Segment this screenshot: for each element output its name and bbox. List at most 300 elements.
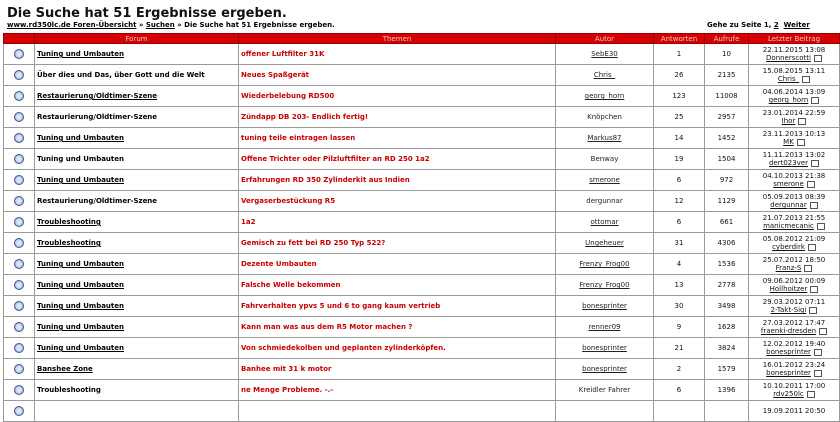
- views-cell: 1536: [705, 254, 749, 275]
- forum-link[interactable]: Tuning und Umbauten: [37, 302, 124, 310]
- topic-cell: [239, 233, 556, 254]
- topic-link[interactable]: Gemisch zu fett bei RD 250 Typ 522?: [241, 239, 386, 247]
- last-post-author-line: [751, 222, 837, 230]
- topic-link[interactable]: Von schmiedekolben und geplanten zylinderköpfen.: [241, 344, 446, 352]
- view-latest-post-icon[interactable]: [809, 307, 817, 314]
- replies-cell: 4: [654, 254, 705, 275]
- replies-cell: 6: [654, 212, 705, 233]
- last-post-author-link[interactable]: Donnerscotti: [766, 54, 811, 62]
- views-cell: 11008: [705, 86, 749, 107]
- table-row: [4, 338, 840, 359]
- forum-cell: [35, 317, 239, 338]
- view-latest-post-icon[interactable]: [797, 139, 805, 146]
- forum-cell: [35, 275, 239, 296]
- icon-column-header: [4, 34, 35, 44]
- author-link[interactable]: bonesprinter: [582, 365, 627, 373]
- last-post-date: 09.06.2012 00:09: [762, 277, 826, 285]
- last-post-author-line: [751, 54, 837, 62]
- pagination: [707, 21, 810, 29]
- topic-status-icon: [14, 322, 24, 332]
- breadcrumb: [7, 21, 335, 29]
- table-row: [4, 317, 840, 338]
- table-row: [4, 359, 840, 380]
- replies-cell: 1: [654, 44, 705, 65]
- author-cell: [556, 233, 654, 254]
- last-post-author-link[interactable]: fraenki-dresden: [760, 327, 817, 335]
- topic-cell: [239, 128, 556, 149]
- column-header-topics[interactable]: Themen: [239, 34, 556, 44]
- author-cell: [556, 380, 654, 401]
- author-link[interactable]: bonesprinter: [582, 302, 627, 310]
- forum-cell: [35, 44, 239, 65]
- replies-cell: 6: [654, 170, 705, 191]
- pagination-label: Gehe zu Seite: [707, 21, 764, 29]
- last-post-author-line: [751, 96, 837, 104]
- view-latest-post-icon[interactable]: [814, 55, 822, 62]
- topic-cell: [239, 149, 556, 170]
- forum-link[interactable]: Banshee Zone: [37, 365, 93, 373]
- view-latest-post-icon[interactable]: [819, 328, 827, 335]
- last-post-author-link[interactable]: smerone: [773, 180, 804, 188]
- topic-cell: [239, 254, 556, 275]
- view-latest-post-icon[interactable]: [811, 97, 819, 104]
- forum-cell: [35, 296, 239, 317]
- views-cell: 1129: [705, 191, 749, 212]
- views-cell: 1396: [705, 380, 749, 401]
- topic-cell: [239, 380, 556, 401]
- views-cell: 2957: [705, 107, 749, 128]
- forum-link[interactable]: Tuning und Umbauten: [37, 50, 124, 58]
- topic-status-icon: [14, 406, 24, 416]
- column-header-author[interactable]: Autor: [556, 34, 654, 44]
- forum-cell: [35, 128, 239, 149]
- table-row: [4, 275, 840, 296]
- table-row: [4, 128, 840, 149]
- last-post-author-link[interactable]: Chris_: [777, 75, 800, 83]
- replies-cell: 12: [654, 191, 705, 212]
- last-post-cell: [749, 44, 840, 65]
- column-header-forum[interactable]: Forum: [35, 34, 239, 44]
- topic-status-icon: [14, 280, 24, 290]
- forum-cell: [35, 86, 239, 107]
- topic-cell: [239, 65, 556, 86]
- pagination-page-2-link[interactable]: 2: [773, 21, 779, 29]
- last-post-cell: [749, 128, 840, 149]
- replies-cell: 19: [654, 149, 705, 170]
- table-row: [4, 65, 840, 86]
- views-cell: 972: [705, 170, 749, 191]
- replies-cell: 2: [654, 359, 705, 380]
- last-post-date: 25.07.2012 18:50: [762, 256, 826, 264]
- last-post-date: 04.06.2014 13:09: [762, 88, 826, 96]
- topic-cell: [239, 212, 556, 233]
- column-header-replies[interactable]: Antworten: [654, 34, 705, 44]
- view-latest-post-icon[interactable]: [814, 349, 822, 356]
- last-post-author-line: [751, 159, 837, 167]
- view-latest-post-icon[interactable]: [804, 265, 812, 272]
- author-link[interactable]: georg_horn: [584, 92, 625, 100]
- view-latest-post-icon[interactable]: [811, 160, 819, 167]
- last-post-author-link[interactable]: dergunnar: [770, 201, 807, 209]
- topic-status-icon: [14, 175, 24, 185]
- topic-icon-cell: [4, 44, 35, 65]
- topic-cell: [239, 170, 556, 191]
- last-post-author-line: [751, 201, 837, 209]
- topic-link[interactable]: Zündapp DB 203- Endlich fertig!: [241, 113, 369, 121]
- last-post-author-link[interactable]: Franz-S: [775, 264, 802, 272]
- last-post-date: 21.07.2013 21:55: [762, 214, 826, 222]
- breadcrumb-search-link[interactable]: Suchen: [145, 21, 175, 29]
- author-link[interactable]: ottomar: [590, 218, 619, 226]
- topic-status-icon: [14, 196, 24, 206]
- table-row: [4, 401, 840, 422]
- breadcrumb-separator: »: [174, 21, 185, 29]
- last-post-author-line: [751, 348, 837, 356]
- replies-cell: 21: [654, 338, 705, 359]
- forum-name: Über dies und Das, über Gott und die Welt: [37, 71, 205, 79]
- table-row: [4, 107, 840, 128]
- last-post-author-line: [751, 264, 837, 272]
- topic-status-icon: [14, 259, 24, 269]
- author-cell: [556, 401, 654, 422]
- forum-cell: [35, 338, 239, 359]
- author-name: dergunnar: [586, 197, 623, 205]
- topic-icon-cell: [4, 65, 35, 86]
- author-link[interactable]: Chris_: [593, 71, 616, 79]
- last-post-author-link[interactable]: dert023ver: [768, 159, 809, 167]
- replies-cell: 31: [654, 233, 705, 254]
- views-cell: [705, 401, 749, 422]
- topic-status-icon: [14, 385, 24, 395]
- views-cell: 3824: [705, 338, 749, 359]
- last-post-author-link[interactable]: cyberdirk: [772, 243, 805, 251]
- author-cell: [556, 149, 654, 170]
- table-row: [4, 86, 840, 107]
- table-row: [4, 380, 840, 401]
- topic-status-icon: [14, 133, 24, 143]
- author-name: Kreidler Fahrer: [578, 386, 631, 394]
- topic-icon-cell: [4, 191, 35, 212]
- last-post-date: 10.10.2011 17:00: [762, 382, 826, 390]
- topic-link[interactable]: Erfahrungen RD 350 Zylinderkit aus Indien: [241, 176, 410, 184]
- last-post-author-line: [751, 390, 837, 398]
- author-link[interactable]: Markus87: [587, 134, 622, 142]
- last-post-author-line: [751, 327, 837, 335]
- author-cell: [556, 254, 654, 275]
- table-row: [4, 212, 840, 233]
- author-link[interactable]: bonesprinter: [582, 344, 627, 352]
- last-post-author-line: [751, 138, 837, 146]
- topic-link[interactable]: tuning teile eintragen lassen: [241, 134, 356, 142]
- last-post-author-link[interactable]: rdv250lc: [773, 390, 804, 398]
- topic-cell: [239, 275, 556, 296]
- table-header-row: [4, 34, 840, 44]
- table-row: [4, 296, 840, 317]
- replies-cell: 6: [654, 380, 705, 401]
- topic-status-icon: [14, 49, 24, 59]
- author-cell: [556, 317, 654, 338]
- pagination-separator: ,: [768, 21, 774, 29]
- author-cell: [556, 44, 654, 65]
- topic-status-icon: [14, 91, 24, 101]
- topic-icon-cell: [4, 170, 35, 191]
- last-post-cell: [749, 380, 840, 401]
- views-cell: 4306: [705, 233, 749, 254]
- forum-name: Restaurierung/Oldtimer-Szene: [37, 113, 158, 121]
- topic-link[interactable]: Wiederbelebung RD500: [241, 92, 335, 100]
- last-post-author-link[interactable]: georg_horn: [768, 96, 809, 104]
- last-post-author-line: [751, 369, 837, 377]
- last-post-date: 22.11.2015 13:08: [762, 46, 826, 54]
- forum-link[interactable]: Restaurierung/Oldtimer-Szene: [37, 92, 158, 100]
- forum-cell: [35, 149, 239, 170]
- topic-link[interactable]: ne Menge Probleme. -.-: [241, 386, 334, 394]
- topic-icon-cell: [4, 317, 35, 338]
- views-cell: 1628: [705, 317, 749, 338]
- table-row: [4, 191, 840, 212]
- view-latest-post-icon[interactable]: [807, 391, 815, 398]
- table-row: [4, 149, 840, 170]
- column-header-views[interactable]: Aufrufe: [705, 34, 749, 44]
- topic-status-icon: [14, 364, 24, 374]
- page-title: Die Suche hat 51 Ergebnisse ergeben.: [7, 6, 287, 21]
- views-cell: 3498: [705, 296, 749, 317]
- forum-name: Troubleshooting: [37, 386, 101, 394]
- topic-link[interactable]: Kann man was aus dem R5 Motor machen ?: [241, 323, 413, 331]
- last-post-date: 04.10.2013 21:38: [762, 172, 826, 180]
- last-post-author-line: [751, 117, 837, 125]
- topic-cell: [239, 359, 556, 380]
- forum-name: Tuning und Umbauten: [37, 155, 124, 163]
- view-latest-post-icon[interactable]: [810, 286, 818, 293]
- replies-cell: 14: [654, 128, 705, 149]
- table-row: [4, 44, 840, 65]
- topic-status-icon: [14, 301, 24, 311]
- last-post-author-link[interactable]: Ihor: [781, 117, 796, 125]
- last-post-date: 29.03.2012 07:11: [762, 298, 826, 306]
- topic-icon-cell: [4, 107, 35, 128]
- view-latest-post-icon[interactable]: [808, 244, 816, 251]
- topic-cell: [239, 338, 556, 359]
- forum-link[interactable]: Troubleshooting: [37, 239, 101, 247]
- topic-icon-cell: [4, 233, 35, 254]
- last-post-date: 19.09.2011 20:50: [762, 407, 826, 415]
- topic-status-icon: [14, 70, 24, 80]
- topic-status-icon: [14, 217, 24, 227]
- author-link[interactable]: Ungeheuer: [585, 239, 624, 247]
- view-latest-post-icon[interactable]: [814, 370, 822, 377]
- last-post-date: 05.09.2013 08:39: [762, 193, 826, 201]
- topic-icon-cell: [4, 359, 35, 380]
- forum-link[interactable]: Tuning und Umbauten: [37, 323, 124, 331]
- last-post-date: 23.11.2013 10:13: [762, 130, 826, 138]
- author-cell: [556, 86, 654, 107]
- last-post-author-line: [751, 180, 837, 188]
- forum-link[interactable]: Tuning und Umbauten: [37, 344, 124, 352]
- last-post-author-line: [751, 285, 837, 293]
- author-link[interactable]: smerone: [589, 176, 620, 184]
- topic-link[interactable]: Neues Spaßgerät: [241, 71, 310, 79]
- last-post-cell: [749, 65, 840, 86]
- forum-link[interactable]: Tuning und Umbauten: [37, 176, 124, 184]
- last-post-cell: [749, 338, 840, 359]
- last-post-date: 27.03.2012 17:47: [762, 319, 826, 327]
- topic-status-icon: [14, 154, 24, 164]
- last-post-date: 16.01.2012 23:24: [762, 361, 826, 369]
- forum-cell: [35, 233, 239, 254]
- replies-cell: 30: [654, 296, 705, 317]
- forum-cell: [35, 254, 239, 275]
- table-row: [4, 254, 840, 275]
- column-header-last-post[interactable]: Letzter Beitrag: [749, 34, 840, 44]
- view-latest-post-icon[interactable]: [802, 76, 810, 83]
- author-link[interactable]: Frenzy_Frog00: [579, 260, 630, 268]
- last-post-date: 12.02.2012 19:40: [762, 340, 826, 348]
- topic-link[interactable]: Banhee mit 31 k motor: [241, 365, 332, 373]
- topic-link[interactable]: Dezente Umbauten: [241, 260, 317, 268]
- pagination-next-link[interactable]: Weiter: [783, 21, 810, 29]
- views-cell: 10: [705, 44, 749, 65]
- topic-icon-cell: [4, 338, 35, 359]
- author-name: Benway: [590, 155, 619, 163]
- forum-cell: [35, 191, 239, 212]
- last-post-cell: [749, 233, 840, 254]
- views-cell: 1504: [705, 149, 749, 170]
- replies-cell: 25: [654, 107, 705, 128]
- last-post-cell: [749, 170, 840, 191]
- forum-cell: [35, 107, 239, 128]
- topic-icon-cell: [4, 128, 35, 149]
- topic-cell: [239, 86, 556, 107]
- topic-icon-cell: [4, 380, 35, 401]
- forum-link[interactable]: Tuning und Umbauten: [37, 260, 124, 268]
- topic-icon-cell: [4, 149, 35, 170]
- last-post-author-link[interactable]: manicmecanic: [763, 222, 814, 230]
- topic-cell: [239, 191, 556, 212]
- last-post-author-line: [751, 243, 837, 251]
- last-post-cell: [749, 275, 840, 296]
- topic-cell: [239, 401, 556, 422]
- last-post-cell: [749, 317, 840, 338]
- breadcrumb-current: Die Suche hat 51 Ergebnisse ergeben.: [184, 21, 335, 29]
- author-cell: [556, 191, 654, 212]
- last-post-cell: [749, 149, 840, 170]
- forum-cell: [35, 212, 239, 233]
- table-row: [4, 170, 840, 191]
- breadcrumb-home-link[interactable]: www.rd350lc.de Foren-Übersicht: [7, 21, 137, 29]
- forum-cell: [35, 359, 239, 380]
- forum-cell: [35, 401, 239, 422]
- author-cell: [556, 107, 654, 128]
- topic-link[interactable]: Falsche Welle bekommen: [241, 281, 341, 289]
- topic-icon-cell: [4, 86, 35, 107]
- last-post-author-link[interactable]: 2-Takt-Sigi: [770, 306, 807, 314]
- breadcrumb-separator: »: [136, 21, 146, 29]
- forum-link[interactable]: Tuning und Umbauten: [37, 134, 124, 142]
- topic-icon-cell: [4, 212, 35, 233]
- last-post-date: 15.08.2015 13:11: [762, 67, 826, 75]
- last-post-cell: [749, 86, 840, 107]
- author-link[interactable]: renner09: [588, 323, 621, 331]
- last-post-cell: [749, 212, 840, 233]
- last-post-cell: [749, 359, 840, 380]
- view-latest-post-icon[interactable]: [810, 202, 818, 209]
- author-cell: [556, 212, 654, 233]
- last-post-cell: [749, 296, 840, 317]
- replies-cell: 9: [654, 317, 705, 338]
- topic-cell: [239, 296, 556, 317]
- author-cell: [556, 128, 654, 149]
- view-latest-post-icon[interactable]: [807, 181, 815, 188]
- topic-icon-cell: [4, 296, 35, 317]
- topic-cell: [239, 317, 556, 338]
- last-post-author-line: [751, 306, 837, 314]
- author-name: Knöpchen: [587, 113, 622, 121]
- last-post-date: 23.01.2014 22:59: [762, 109, 826, 117]
- author-link[interactable]: SebE30: [591, 50, 618, 58]
- topic-link[interactable]: offener Luftfilter 31K: [241, 50, 325, 58]
- last-post-cell: [749, 191, 840, 212]
- pagination-page-1: 1: [763, 21, 769, 29]
- topic-link[interactable]: Offene Trichter oder Pilzluftfilter an RD 250 1a2: [241, 155, 430, 163]
- topic-icon-cell: [4, 275, 35, 296]
- topic-link[interactable]: Vergaserbestückung R5: [241, 197, 336, 205]
- topic-link[interactable]: Fahrverhalten ypvs 5 und 6 to gang kaum vertrieb: [241, 302, 441, 310]
- author-link[interactable]: Frenzy_Frog00: [579, 281, 630, 289]
- replies-cell: 26: [654, 65, 705, 86]
- views-cell: 2135: [705, 65, 749, 86]
- results-body: [4, 44, 840, 422]
- search-results-table: [3, 33, 840, 422]
- replies-cell: [654, 401, 705, 422]
- topic-status-icon: [14, 238, 24, 248]
- topic-status-icon: [14, 112, 24, 122]
- topic-cell: [239, 44, 556, 65]
- view-latest-post-icon[interactable]: [817, 223, 825, 230]
- author-cell: [556, 296, 654, 317]
- views-cell: 2778: [705, 275, 749, 296]
- last-post-cell: [749, 107, 840, 128]
- forum-cell: [35, 170, 239, 191]
- last-post-author-link[interactable]: bonesprinter: [766, 348, 811, 356]
- forum-cell: [35, 65, 239, 86]
- topic-link[interactable]: 1a2: [241, 218, 256, 226]
- last-post-author-line: [751, 75, 837, 83]
- author-cell: [556, 275, 654, 296]
- last-post-author-link[interactable]: bonesprinter: [766, 369, 811, 377]
- forum-link[interactable]: Troubleshooting: [37, 218, 101, 226]
- forum-name: Restaurierung/Oldtimer-Szene: [37, 197, 158, 205]
- replies-cell: 13: [654, 275, 705, 296]
- views-cell: 1452: [705, 128, 749, 149]
- topic-status-icon: [14, 343, 24, 353]
- last-post-author-link[interactable]: Hollhoitzer: [769, 285, 808, 293]
- last-post-author-link[interactable]: MK: [783, 138, 794, 146]
- last-post-date: 05.08.2012 21:09: [762, 235, 826, 243]
- author-cell: [556, 359, 654, 380]
- forum-cell: [35, 380, 239, 401]
- views-cell: 661: [705, 212, 749, 233]
- last-post-cell: [749, 254, 840, 275]
- replies-cell: 123: [654, 86, 705, 107]
- view-latest-post-icon[interactable]: [798, 118, 806, 125]
- author-cell: [556, 170, 654, 191]
- forum-link[interactable]: Tuning und Umbauten: [37, 281, 124, 289]
- views-cell: 1579: [705, 359, 749, 380]
- topic-icon-cell: [4, 254, 35, 275]
- author-cell: [556, 338, 654, 359]
- last-post-cell: [749, 401, 840, 422]
